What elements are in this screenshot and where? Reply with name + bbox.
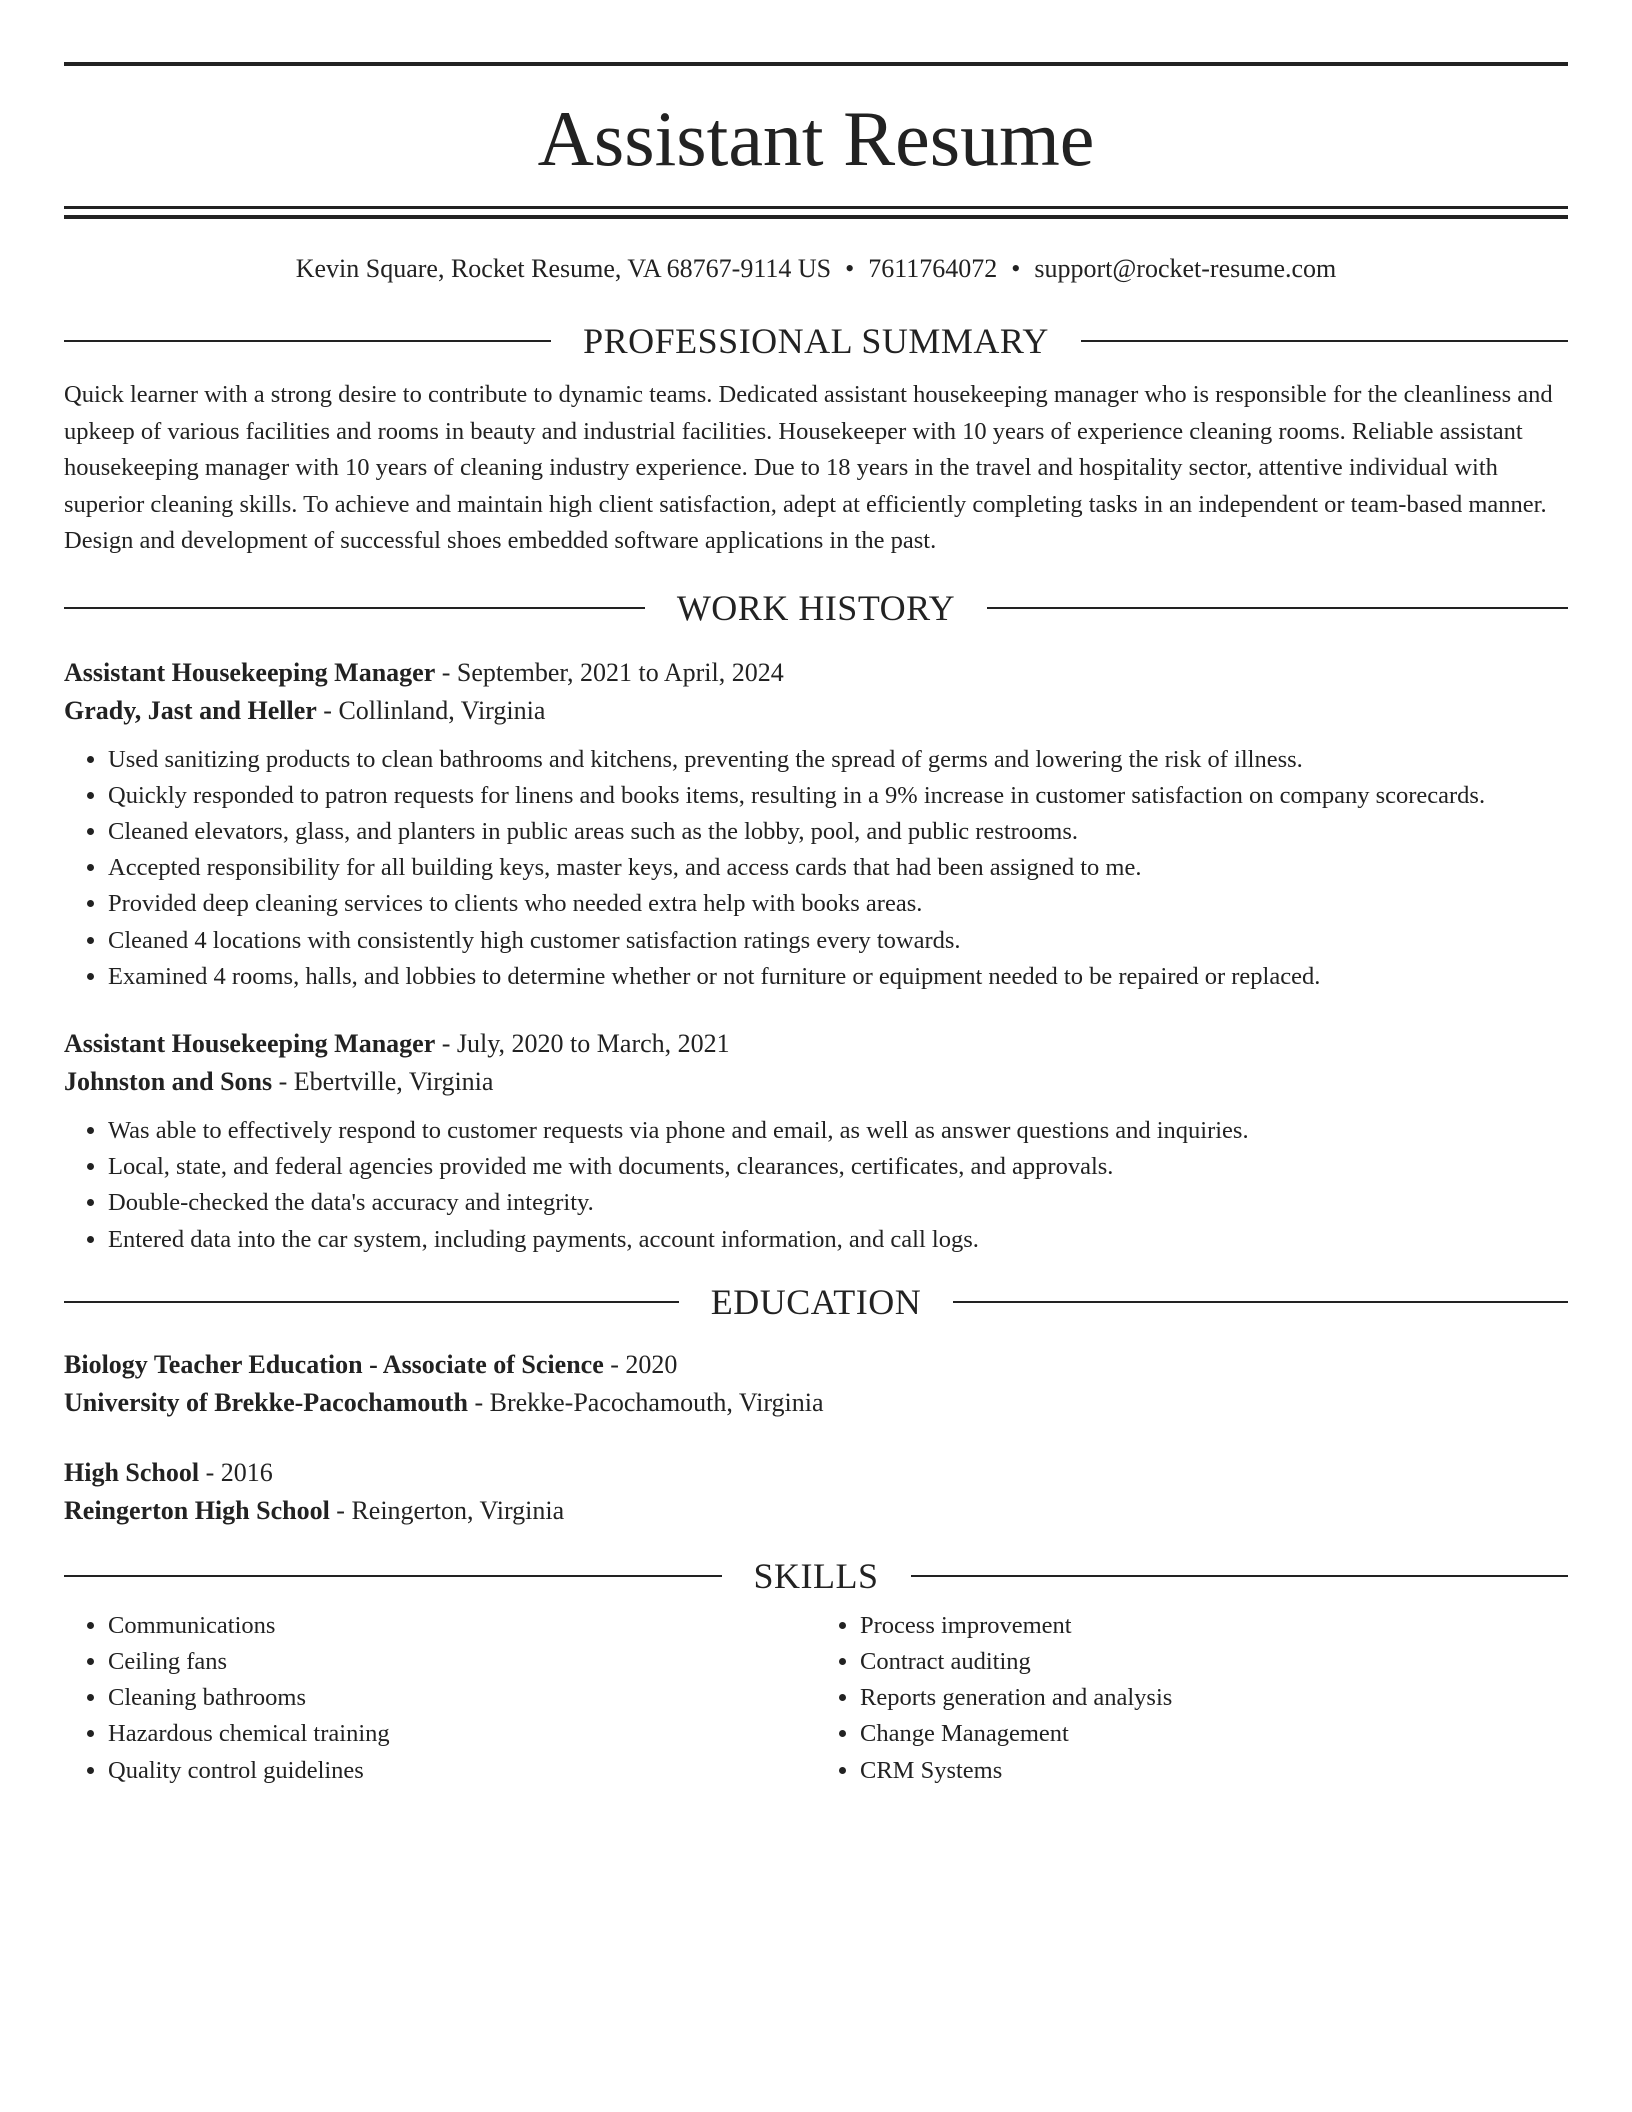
- education-section-heading: [64, 1280, 1568, 1324]
- education-entry: [64, 1454, 1568, 1530]
- job-dates: - July, 2020 to March, 2021: [435, 1028, 730, 1058]
- job-title-line: [64, 654, 1568, 692]
- heading-rule: [911, 1575, 1569, 1577]
- skills-section-heading: [64, 1554, 1568, 1598]
- skill-item: • Ceiling fans: [108, 1644, 816, 1680]
- job-bullets: [64, 742, 1568, 995]
- school-location: - Reingerton, Virginia: [329, 1495, 565, 1525]
- degree-line: [64, 1454, 1568, 1492]
- school-name: Reingerton High School: [64, 1495, 330, 1525]
- job-company: Grady, Jast and Heller: [64, 695, 317, 725]
- title-double-rule: [64, 206, 1568, 219]
- list-item: • Used sanitizing products to clean bathrooms and kitchens, preventing the spread of germs and lowering the risk of illness.: [108, 742, 1568, 778]
- list-item: • Examined 4 rooms, halls, and lobbies to determine whether or not furniture or equipment needed to be repaired or replaced.: [108, 959, 1568, 995]
- list-item: • Cleaned elevators, glass, and planters in public areas such as the lobby, pool, and public restrooms.: [108, 814, 1568, 850]
- degree-line: [64, 1346, 1568, 1384]
- job-location: - Collinland, Virginia: [316, 695, 546, 725]
- skill-item: • Cleaning bathrooms: [108, 1680, 816, 1716]
- school-name: University of Brekke-Pacochamouth: [64, 1387, 468, 1417]
- section-title: PROFESSIONAL SUMMARY: [583, 321, 1049, 361]
- school-line: [64, 1492, 1568, 1530]
- heading-rule: [987, 607, 1568, 609]
- degree-year: - 2020: [603, 1349, 678, 1379]
- job-title: Assistant Housekeeping Manager: [64, 1028, 436, 1058]
- skills-list: [64, 1608, 1568, 1789]
- top-rule: [64, 62, 1568, 66]
- contact-phone: 7611764072: [868, 254, 998, 283]
- list-item: • Quickly responded to patron requests for linens and books items, resulting in a 9% increase in customer satisfaction on company scorecards.: [108, 778, 1568, 814]
- job-company-line: [64, 1063, 1568, 1101]
- list-item: • Provided deep cleaning services to clients who needed extra help with books areas.: [108, 886, 1568, 922]
- list-item: • Was able to effectively respond to customer requests via phone and email, as well as answer questions and inquiries.: [108, 1113, 1568, 1149]
- job-entry: [64, 1025, 1568, 1258]
- school-location: - Brekke-Pacochamouth, Virginia: [467, 1387, 824, 1417]
- summary-section-heading: [64, 319, 1568, 363]
- degree-name: High School: [64, 1457, 200, 1487]
- resume-title: Assistant Resume: [537, 95, 1095, 182]
- school-line: [64, 1384, 1568, 1422]
- summary-text: Quick learner with a strong desire to contribute to dynamic teams. Dedicated assistant housekeeping manager who is responsible for the cleanliness and upkeep of various facilities and rooms in beauty and industrial facilities. Housekeeper with 10 years of experience cleaning rooms. Reliable assistant housekeeping manager with 10 years of cleaning industry experience. Due to 18 years in the travel and hospitality sector, attentive individual with superior cleaning skills. To achieve and maintain high client satisfaction, adept at efficiently completing tasks in an independent or team-based manner. Design and development of successful shoes embedded software applications in the past.: [64, 381, 1553, 554]
- section-title: WORK HISTORY: [676, 587, 956, 628]
- skill-item: • Communications: [108, 1608, 816, 1644]
- work-section-heading: [64, 586, 1568, 630]
- heading-rule: [64, 340, 551, 342]
- contact-separator: •: [1011, 254, 1021, 283]
- job-dates: - September, 2021 to April, 2024: [435, 657, 784, 687]
- skill-item: • Hazardous chemical training: [108, 1716, 816, 1752]
- job-location: - Ebertville, Virginia: [272, 1066, 494, 1096]
- job-company: Johnston and Sons: [64, 1066, 273, 1096]
- skills-column-right: [816, 1608, 1568, 1789]
- section-title: EDUCATION: [710, 1281, 922, 1322]
- list-item: • Entered data into the car system, including payments, account information, and call logs.: [108, 1222, 1568, 1258]
- list-item: • Double-checked the data's accuracy and integrity.: [108, 1185, 1568, 1221]
- degree-name: Biology Teacher Education - Associate of Science: [64, 1349, 604, 1379]
- job-bullets: [64, 1113, 1568, 1258]
- skill-item: • Quality control guidelines: [108, 1753, 816, 1789]
- contact-email: support@rocket-resume.com: [1034, 254, 1337, 283]
- skills-column-left: [64, 1608, 816, 1789]
- contact-address: Kevin Square, Rocket Resume, VA 68767-9114 US: [295, 254, 832, 283]
- job-company-line: [64, 692, 1568, 730]
- job-title-line: [64, 1025, 1568, 1063]
- education-entry: [64, 1346, 1568, 1422]
- contact-line: [64, 249, 1568, 289]
- list-item: • Local, state, and federal agencies provided me with documents, clearances, certificates, and approvals.: [108, 1149, 1568, 1185]
- list-item: • Accepted responsibility for all building keys, master keys, and access cards that had been assigned to me.: [108, 850, 1568, 886]
- heading-rule: [64, 1575, 722, 1577]
- list-item: • Cleaned 4 locations with consistently high customer satisfaction ratings every towards.: [108, 923, 1568, 959]
- contact-separator: •: [845, 254, 855, 283]
- heading-rule: [953, 1301, 1568, 1303]
- heading-rule: [64, 1301, 679, 1303]
- section-title: SKILLS: [753, 1555, 879, 1596]
- job-entry: [64, 654, 1568, 995]
- degree-year: - 2016: [199, 1457, 273, 1487]
- skill-item: • CRM Systems: [860, 1753, 1568, 1789]
- skill-item: • Process improvement: [860, 1608, 1568, 1644]
- skill-item: • Reports generation and analysis: [860, 1680, 1568, 1716]
- job-title: Assistant Housekeeping Manager: [64, 657, 436, 687]
- heading-rule: [1081, 340, 1568, 342]
- skill-item: • Contract auditing: [860, 1644, 1568, 1680]
- skill-item: • Change Management: [860, 1716, 1568, 1752]
- heading-rule: [64, 607, 645, 609]
